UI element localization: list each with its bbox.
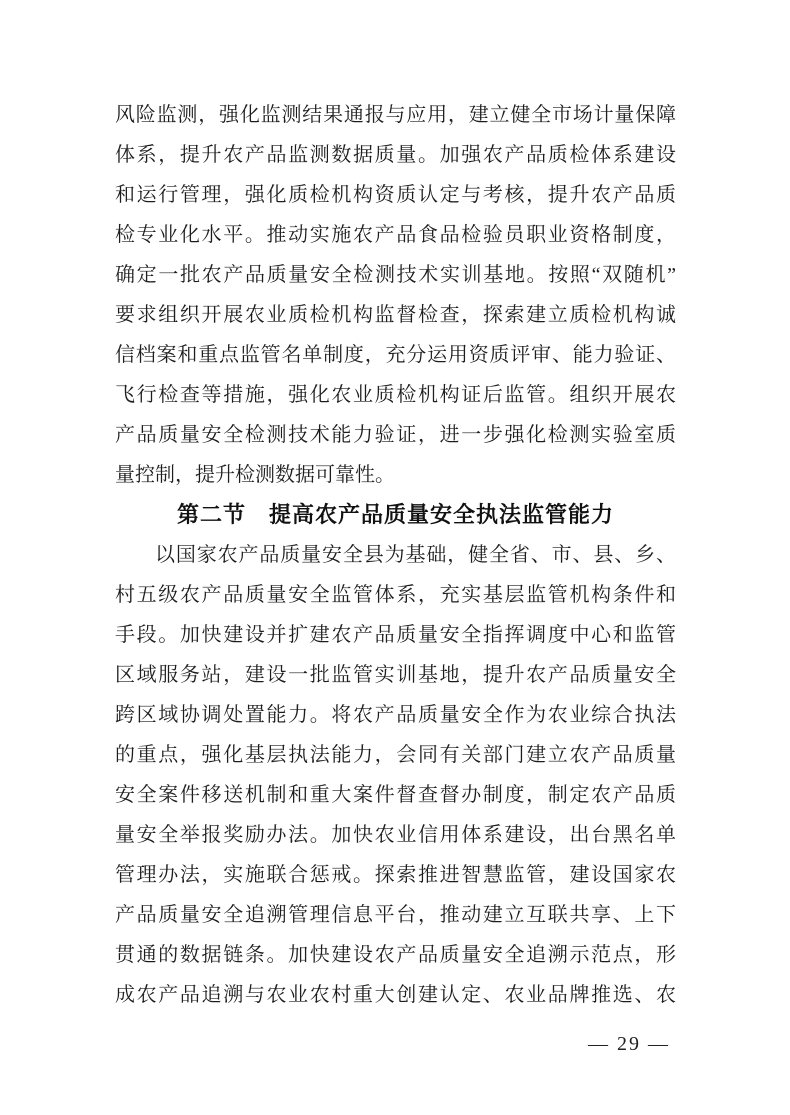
page-number: — 29 — (588, 1033, 670, 1055)
text-line: 的重点，强化基层执法能力，会同有关部门建立农产品质量 (115, 744, 676, 766)
text-line: 管理办法，实施联合惩戒。探索推进智慧监管，建设国家农 (115, 864, 676, 886)
text-line: 量控制，提升检测数据可靠性。 (115, 464, 395, 486)
text-line: 手段。加快建设并扩建农产品质量安全指挥调度中心和监管 (115, 624, 676, 646)
text-line: 飞行检查等措施，强化农业质检机构证后监管。组织开展农 (115, 384, 676, 406)
text-line: 贯通的数据链条。加快建设农产品质量安全追溯示范点，形 (115, 944, 676, 966)
text-line: 要求组织开展农业质检机构监督检查，探索建立质检机构诚 (115, 304, 676, 326)
text-line: 信档案和重点监管名单制度，充分运用资质评审、能力验证、 (115, 344, 676, 366)
text-line: 检专业化水平。推动实施农产品食品检验员职业资格制度， (115, 224, 676, 246)
text-line: 跨区域协调处置能力。将农产品质量安全作为农业综合执法 (115, 704, 676, 726)
text-line: 以国家农产品质量安全县为基础，健全省、市、县、乡、 (155, 544, 676, 566)
text-block (115, 95, 676, 1015)
text-line: 区域服务站，建设一批监管实训基地，提升农产品质量安全 (115, 664, 676, 686)
text-line: 量安全举报奖励办法。加快农业信用体系建设，出台黑名单 (115, 824, 676, 846)
text-line: 成农产品追溯与农业农村重大创建认定、农业品牌推选、农 (115, 984, 676, 1006)
text-line: 产品质量安全追溯管理信息平台，推动建立互联共享、上下 (115, 904, 676, 926)
text-line: 确定一批农产品质量安全检测技术实训基地。按照“双随机” (115, 264, 676, 286)
text-line: 产品质量安全检测技术能力验证，进一步强化检测实验室质 (115, 424, 676, 446)
text-line: 和运行管理，强化质检机构资质认定与考核，提升农产品质 (115, 184, 676, 206)
text-line: 安全案件移送机制和重大案件督查督办制度，制定农产品质 (115, 784, 676, 806)
text-line: 风险监测，强化监测结果通报与应用，建立健全市场计量保障 (115, 104, 676, 126)
text-line: 村五级农产品质量安全监管体系，充实基层监管机构条件和 (115, 584, 676, 606)
paragraph-2 (115, 535, 676, 1015)
text-line: 体系，提升农产品监测数据质量。加强农产品质检体系建设 (115, 144, 676, 166)
paragraph-1 (115, 95, 676, 495)
section-heading: 第二节 提高农产品质量安全执法监管能力 (176, 502, 614, 527)
